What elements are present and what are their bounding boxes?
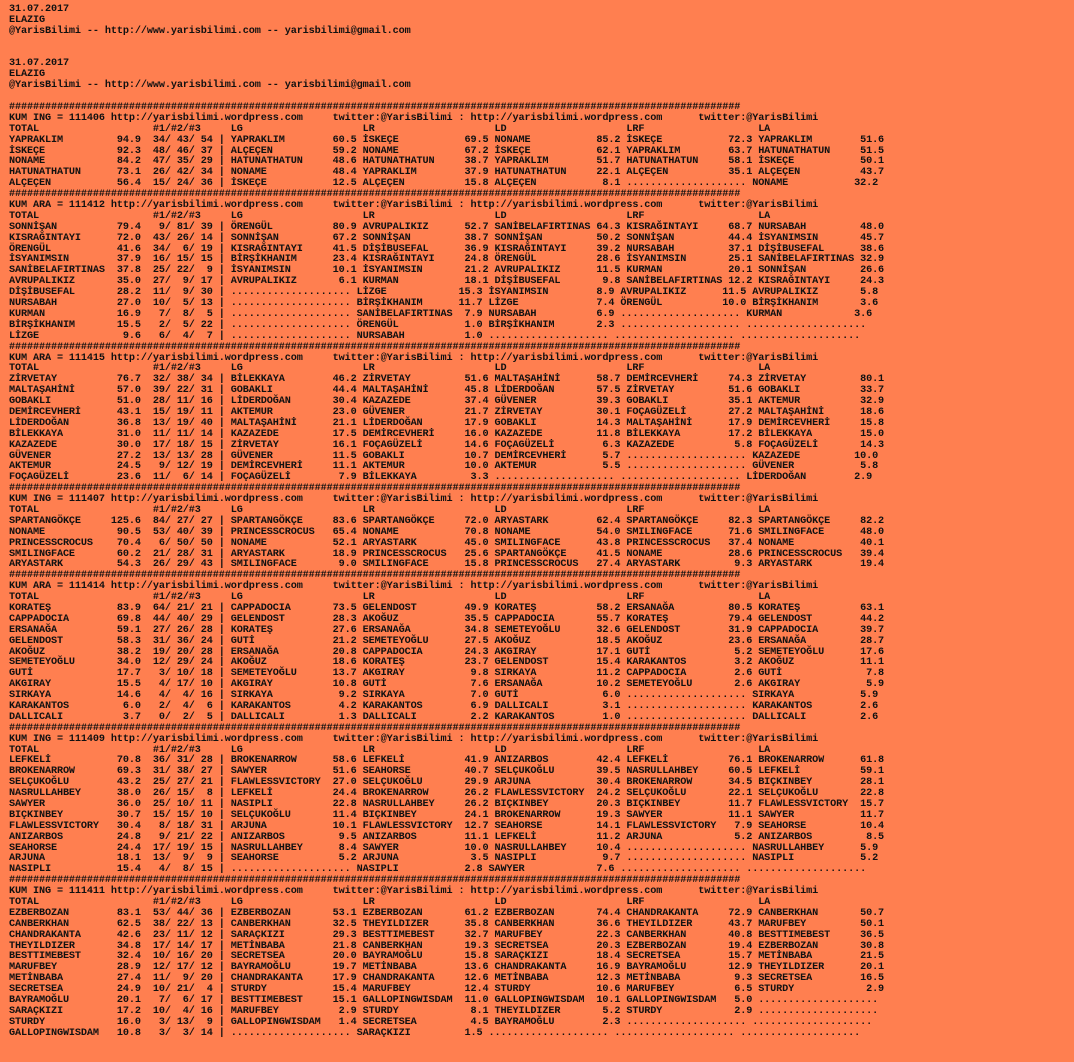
report-line: NONAME 90.5 53/ 40/ 39 | PRINCESSCROCUS 65.4 NONAME 70.8 NONAME 54.0 SMILINGFACE 71.6 SMILINGFACE 48.0 xyxy=(9,526,885,538)
report-line: CHANDRAKANTA 42.6 23/ 11/ 12 | SARAÇKIZI 29.3 BESTTIMEBEST 32.7 MARUFBEY 22.3 CANBERKHAN 40.8 BESTTIMEBEST 36.5 xyxy=(9,929,885,941)
report-line: İSYANIMSIN 37.9 16/ 15/ 15 | BİRŞİKHANIM 23.4 KISRAĞINTAYI 24.8 ÖRENGÜL 28.6 İSYANIMSIN 25.1 SANİBELAFIRTINAS 32.9 xyxy=(9,254,885,266)
report-line: NASRULLAHBEY 38.0 26/ 15/ 8 | LEFKELİ 24.4 BROKENARROW 26.2 FLAWLESSVICTORY 24.2 SELÇUKOĞLU 22.1 SELÇUKOĞLU 22.8 xyxy=(9,788,885,800)
report-line: KORATEŞ 83.9 64/ 21/ 21 | CAPPADOCIA 73.5 GELENDOST 49.9 KORATEŞ 58.2 ERSANAĞA 80.5 KORATEŞ 63.1 xyxy=(9,602,885,614)
separator-line: ########################################################################################################################## xyxy=(9,483,741,495)
separator-line: ########################################################################################################################## xyxy=(9,102,741,114)
report-line: NONAME 84.2 47/ 35/ 29 | HATUNATHATUN 48.6 HATUNATHATUN 38.7 YAPRAKLIM 51.7 HATUNATHATUN 58.1 İSKEÇE 50.1 xyxy=(9,156,885,168)
report-line: LİZGE 9.6 6/ 4/ 7 | .................... NURSABAH 1.0 .................... .................... .................... xyxy=(9,330,861,342)
report-line: STURDY 16.0 3/ 13/ 9 | GALLOPINGWISDAM 1.4 SECRETSEA 4.5 BAYRAMOĞLU 2.3 .................... .................... xyxy=(9,1016,873,1028)
separator-line: ########################################################################################################################## xyxy=(9,570,741,582)
race-header-line: KUM ING = 111407 http://yarisbilimi.wordpress.com twitter:@YarisBilimi : http://yarisbilimi.wordpress.com twitter:@YarisBilimi xyxy=(9,494,819,506)
report-line: @YarisBilimi -- http://www.yarisbilimi.com -- yarisbilimi@gmail.com xyxy=(9,80,411,92)
report-line: ANIZARBOS 24.8 9/ 21/ 22 | ANIZARBOS 9.5 ANIZARBOS 11.1 LEFKELİ 11.2 ARJUNA 5.2 ANIZARBOS 8.5 xyxy=(9,831,885,843)
report-line xyxy=(9,49,1074,60)
report-line: MALTAŞAHİNİ 57.0 39/ 22/ 31 | GOBAKLI 44.4 MALTAŞAHİNİ 45.8 LİDERDOĞAN 57.5 ZİRVETAY 51.6 GOBAKLI 33.7 xyxy=(9,385,885,397)
report-line: ÖRENGÜL 41.6 34/ 6/ 19 | KISRAĞINTAYI 41.5 DİŞİBUSEFAL 36.9 KISRAĞINTAYI 39.2 NURSABAH 37.1 DİŞİBUSEFAL 38.6 xyxy=(9,243,885,255)
report-line: SARAÇKIZI 17.2 10/ 4/ 16 | MARUFBEY 2.9 STURDY 8.1 THEYILDIZER 5.2 STURDY 2.9 .................... xyxy=(9,1005,879,1017)
report-line: CANBERKHAN 62.5 38/ 22/ 13 | CANBERKHAN 32.5 THEYILDIZER 35.8 CANBERKHAN 36.6 THEYILDIZER 43.7 MARUFBEY 50.1 xyxy=(9,918,885,930)
report-line: CAPPADOCIA 69.8 44/ 40/ 29 | GELENDOST 28.3 AKOĞUZ 35.5 CAPPADOCIA 55.7 KORATEŞ 79.4 GELENDOST 44.2 xyxy=(9,613,885,625)
report-line: BESTTIMEBEST 32.4 10/ 16/ 20 | SECRETSEA 20.0 BAYRAMOĞLU 15.8 SARAÇKIZI 18.4 SECRETSEA 15.7 METİNBABA 21.5 xyxy=(9,951,885,963)
column-header-line: TOTAL #1/#2/#3 LG LR LD LRF LA xyxy=(9,210,771,222)
report-line: FOÇAGÜZELİ 23.6 11/ 6/ 14 | FOÇAGÜZELİ 7.9 BİLEKKAYA 3.3 .................... .................... LİDERDOĞAN 2.9 xyxy=(9,472,873,484)
report-line: ALÇEÇEN 56.4 15/ 24/ 36 | İSKEÇE 12.5 ALÇEÇEN 15.8 ALÇEÇEN 8.1 .................... NONAME 32.2 xyxy=(9,178,879,190)
column-header-line: TOTAL #1/#2/#3 LG LR LD LRF LA xyxy=(9,592,771,604)
report-line: SEMETEYOĞLU 34.0 12/ 29/ 24 | AKOĞUZ 18.6 KORATEŞ 23.7 GELENDOST 15.4 KARAKANTOS 3.2 AKOĞUZ 11.1 xyxy=(9,657,885,669)
separator-line: ########################################################################################################################## xyxy=(9,875,741,887)
report-line: 31.07.2017 xyxy=(9,58,69,70)
race-header-line: KUM ARA = 111415 http://yarisbilimi.wordpress.com twitter:@YarisBilimi : http://yarisbilimi.wordpress.com twitter:@YarisBilimi xyxy=(9,352,819,364)
report-line: YAPRAKLIM 94.9 34/ 43/ 54 | YAPRAKLIM 60.5 İSKEÇE 69.5 NONAME 85.2 İSKEÇE 72.3 YAPRAKLIM 51.6 xyxy=(9,134,885,146)
report-line: KAZAZEDE 30.0 17/ 18/ 15 | ZİRVETAY 16.1 FOÇAGÜZELİ 14.6 FOÇAGÜZELİ 6.3 KAZAZEDE 5.8 FOÇAGÜZELİ 14.3 xyxy=(9,439,885,451)
column-header-line: TOTAL #1/#2/#3 LG LR LD LRF LA xyxy=(9,897,771,909)
report-line: SANİBELAFIRTINAS 37.8 25/ 22/ 9 | İSYANIMSIN 10.1 İSYANIMSIN 21.2 AVRUPALIKIZ 11.5 KURMAN 20.1 SONNİŞAN 26.6 xyxy=(9,265,885,277)
report-line: AKGIRAY 15.5 4/ 17/ 10 | AKGIRAY 10.8 GUTİ 7.6 ERSANAĞA 10.2 SEMETEYOĞLU 2.6 AKGIRAY 5.9 xyxy=(9,679,885,691)
column-header-line: TOTAL #1/#2/#3 LG LR LD LRF LA xyxy=(9,504,771,516)
separator-line: ########################################################################################################################## xyxy=(9,341,741,353)
report-line: BROKENARROW 69.3 31/ 38/ 27 | SAWYER 51.6 SEAHORSE 40.7 SELÇUKOĞLU 39.5 NASRULLAHBEY 60.5 LEFKELİ 59.1 xyxy=(9,766,885,778)
race-header-line: KUM ARA = 111412 http://yarisbilimi.wordpress.com twitter:@YarisBilimi : http://yarisbilimi.wordpress.com twitter:@YarisBilimi xyxy=(9,200,819,212)
report-line: METİNBABA 27.4 11/ 9/ 20 | CHANDRAKANTA 17.9 CHANDRAKANTA 12.6 METİNBABA 12.3 METİNBABA 9.3 SECRETSEA 16.5 xyxy=(9,973,885,985)
report-line: AKOĞUZ 38.2 19/ 20/ 28 | ERSANAĞA 20.8 CAPPADOCIA 24.3 AKGIRAY 17.1 GUTİ 5.2 SEMETEYOĞLU 17.6 xyxy=(9,646,885,658)
report-line: SPARTANGÖKÇE 125.6 84/ 27/ 27 | SPARTANGÖKÇE 83.6 SPARTANGÖKÇE 72.0 ARYASTARK 62.4 SPARTANGÖKÇE 82.3 SPARTANGÖKÇE 82.2 xyxy=(9,515,885,527)
report-line: PRINCESSCROCUS 70.4 6/ 50/ 50 | NONAME 52.1 ARYASTARK 45.0 SMILINGFACE 43.8 PRINCESSCROCUS 37.4 NONAME 40.1 xyxy=(9,537,885,549)
report-line: KARAKANTOS 6.0 2/ 4/ 6 | KARAKANTOS 4.2 KARAKANTOS 6.9 DALLICALI 3.1 .................... KARAKANTOS 2.6 xyxy=(9,701,879,712)
report-line: SMILINGFACE 60.2 21/ 28/ 31 | ARYASTARK 18.9 PRINCESSCROCUS 25.6 SPARTANGÖKÇE 41.5 NONAME 28.6 PRINCESSCROCUS 39.4 xyxy=(9,548,885,560)
report-line: HATUNATHATUN 73.1 26/ 42/ 34 | NONAME 48.4 YAPRAKLIM 37.9 HATUNATHATUN 22.1 ALÇEÇEN 35.1 ALÇEÇEN 43.7 xyxy=(9,167,885,179)
report-line: NURSABAH 27.0 10/ 5/ 13 | .................... BİRŞİKHANIM 11.7 LİZGE 7.4 ÖRENGÜL 10.0 BİRŞİKHANIM 3.6 xyxy=(9,298,879,310)
report-line: BAYRAMOĞLU 20.1 7/ 6/ 17 | BESTTIMEBEST 15.1 GALLOPINGWISDAM 11.0 GALLOPINGWISDAM 10.1 GALLOPINGWISDAM 5.0 .................... xyxy=(9,995,879,1007)
report-line: DİŞİBUSEFAL 28.2 11/ 9/ 30 | .................... LİZGE 15.3 İSYANIMSIN 8.9 AVRUPALIKIZ 11.5 AVRUPALIKIZ 5.8 xyxy=(9,287,879,299)
report-line: KISRAĞINTAYI 72.0 43/ 26/ 14 | SONNİŞAN 67.2 SONNİŞAN 38.7 SONNİŞAN 50.2 SONNİŞAN 44.4 İSYANIMSIN 45.7 xyxy=(9,232,885,244)
column-header-line: TOTAL #1/#2/#3 LG LR LD LRF LA xyxy=(9,363,771,375)
report-line: ERSANAĞA 59.1 27/ 26/ 28 | KORATEŞ 27.6 ERSANAĞA 34.8 SEMETEYOĞLU 32.6 GELENDOST 31.9 CAPPADOCIA 39.7 xyxy=(9,624,885,636)
report-line: @YarisBilimi -- http://www.yarisbilimi.com -- yarisbilimi@gmail.com xyxy=(9,25,411,37)
race-header-line: KUM ING = 111409 http://yarisbilimi.wordpress.com twitter:@YarisBilimi : http://yarisbilimi.wordpress.com twitter:@YarisBilimi xyxy=(9,733,819,745)
report-line: ELAZIG xyxy=(9,14,45,26)
report-line: ELAZIG xyxy=(9,69,45,81)
report-line: LEFKELİ 70.8 36/ 31/ 28 | BROKENARROW 58.6 LEFKELİ 41.9 ANIZARBOS 42.4 LEFKELİ 76.1 BROKENARROW 61.8 xyxy=(9,755,885,767)
report-line: ZİRVETAY 76.7 32/ 38/ 34 | BİLEKKAYA 46.2 ZİRVETAY 51.6 MALTAŞAHİNİ 58.7 DEMİRCEVHERİ 74.3 ZİRVETAY 80.1 xyxy=(9,374,885,386)
report-line xyxy=(9,38,1074,49)
report-line: BIÇKINBEY 30.7 15/ 15/ 10 | SELÇUKOĞLU 11.4 BIÇKINBEY 24.1 BROKENARROW 19.3 SAWYER 11.1 SAWYER 11.7 xyxy=(9,809,885,821)
report-line: AVRUPALIKIZ 35.0 27/ 9/ 17 | AVRUPALIKIZ 6.1 KURMAN 18.1 DİŞİBUSEFAL 9.8 SANİBELAFIRTINAS 12.2 KISRAĞINTAYI 24.3 xyxy=(9,276,885,288)
report-line: GUTİ 17.7 3/ 10/ 18 | SEMETEYOĞLU 13.7 AKGIRAY 9.8 SIRKAYA 11.2 CAPPADOCIA 2.6 GUTİ 7.8 xyxy=(9,668,885,680)
report-line: SEAHORSE 24.4 17/ 19/ 15 | NASRULLAHBEY 8.4 SAWYER 10.0 NASRULLAHBEY 10.4 .................... NASRULLAHBEY 5.9 xyxy=(9,842,879,854)
report-line: THEYILDIZER 34.8 17/ 14/ 17 | METİNBABA 21.8 CANBERKHAN 19.3 SECRETSEA 20.3 EZBERBOZAN 19.4 EZBERBOZAN 30.8 xyxy=(9,940,885,952)
report-line: DEMİRCEVHERİ 43.1 15/ 19/ 11 | AKTEMUR 23.0 GÜVENER 21.7 ZİRVETAY 30.1 FOÇAGÜZELİ 27.2 MALTAŞAHİNİ 18.6 xyxy=(9,406,885,418)
race-header-line: KUM ING = 111406 http://yarisbilimi.wordpress.com twitter:@YarisBilimi : http://yarisbilimi.wordpress.com twitter:@YarisBilimi xyxy=(9,112,819,124)
report-line: GALLOPINGWISDAM 10.8 3/ 3/ 14 | .................... SARAÇKIZI 1.5 .................... .................... .................... xyxy=(9,1027,861,1039)
report-line: NASIPLI 15.4 4/ 8/ 15 | .................... NASIPLI 2.8 SAWYER 7.6 .................... .................... xyxy=(9,864,867,876)
race-header-line: KUM ING = 111411 http://yarisbilimi.wordpress.com twitter:@YarisBilimi : http://yarisbilimi.wordpress.com twitter:@YarisBilimi xyxy=(9,886,819,898)
report-line: BİRŞİKHANIM 15.5 2/ 5/ 22 | .................... ÖRENGÜL 1.0 BİRŞİKHANIM 2.3 .................... .................... xyxy=(9,319,867,331)
separator-line: ########################################################################################################################## xyxy=(9,722,741,734)
report-line: GOBAKLI 51.0 28/ 11/ 16 | LİDERDOĞAN 30.4 KAZAZEDE 37.4 GÜVENER 39.3 GOBAKLI 35.1 AKTEMUR 32.9 xyxy=(9,396,885,408)
report-line: SIRKAYA 14.6 4/ 4/ 16 | SIRKAYA 9.2 SIRKAYA 7.0 GUTİ 6.0 .................... SIRKAYA 5.9 xyxy=(9,690,879,702)
report-line: İSKEÇE 92.3 48/ 46/ 37 | ALÇEÇEN 59.2 NONAME 67.2 İSKEÇE 62.1 YAPRAKLIM 63.7 HATUNATHATUN 51.5 xyxy=(9,145,885,157)
report-line: LİDERDOĞAN 36.8 13/ 19/ 40 | MALTAŞAHİNİ 21.1 LİDERDOĞAN 17.9 GOBAKLI 14.3 MALTAŞAHİNİ 17.9 DEMİRCEVHERİ 15.8 xyxy=(9,417,885,429)
separator-line: ########################################################################################################################## xyxy=(9,189,741,201)
column-header-line: TOTAL #1/#2/#3 LG LR LD LRF LA xyxy=(9,123,771,135)
report-line: 31.07.2017 xyxy=(9,4,69,15)
race-header-line: KUM ARA = 111414 http://yarisbilimi.wordpress.com twitter:@YarisBilimi : http://yarisbilimi.wordpress.com twitter:@YarisBilimi xyxy=(9,581,819,593)
report-line: DALLICALI 3.7 0/ 2/ 5 | DALLICALI 1.3 DALLICALI 2.2 KARAKANTOS 1.0 .................... DALLICALI 2.6 xyxy=(9,711,879,723)
column-header-line: TOTAL #1/#2/#3 LG LR LD LRF LA xyxy=(9,744,771,756)
report-line: SECRETSEA 24.9 10/ 21/ 4 | STURDY 15.4 MARUFBEY 12.4 STURDY 10.6 MARUFBEY 6.5 STURDY 2.9 xyxy=(9,984,885,996)
report-line: AKTEMUR 24.5 9/ 12/ 19 | DEMİRCEVHERİ 11.1 AKTEMUR 10.0 AKTEMUR 5.5 .................... GÜVENER 5.8 xyxy=(9,461,879,473)
report-line: KURMAN 16.9 7/ 8/ 5 | .................... SANİBELAFIRTINAS 7.9 NURSABAH 6.9 .................... KURMAN 3.6 xyxy=(9,308,873,320)
report-line: FLAWLESSVICTORY 30.4 8/ 18/ 31 | ARJUNA 10.1 FLAWLESSVICTORY 12.7 SEAHORSE 14.1 FLAWLESSVICTORY 7.9 SEAHORSE 10.4 xyxy=(9,820,885,832)
report-line: ARYASTARK 54.3 26/ 29/ 43 | SMILINGFACE 9.0 SMILINGFACE 15.8 PRINCESSCROCUS 27.4 ARYASTARK 9.3 ARYASTARK 19.4 xyxy=(9,559,885,571)
report-line: GELENDOST 58.3 31/ 36/ 24 | GUTİ 21.2 SEMETEYOĞLU 27.5 AKOĞUZ 18.5 AKOĞUZ 23.6 ERSANAĞA 28.7 xyxy=(9,635,885,647)
report-line: SONNİŞAN 79.4 9/ 81/ 39 | ÖRENGÜL 80.9 AVRUPALIKIZ 52.7 SANİBELAFIRTINAS 64.3 KISRAĞINTAYI 68.7 NURSABAH 48.0 xyxy=(9,221,885,233)
report-line: ARJUNA 18.1 13/ 9/ 9 | SEAHORSE 5.2 ARJUNA 3.5 NASIPLI 9.7 .................... NASIPLI 5.2 xyxy=(9,853,879,865)
report-line: BİLEKKAYA 31.0 11/ 11/ 14 | KAZAZEDE 17.5 DEMİRCEVHERİ 16.0 KAZAZEDE 11.8 BİLEKKAYA 17.2 BİLEKKAYA 15.0 xyxy=(9,428,885,440)
report-line: SAWYER 36.0 25/ 10/ 11 | NASIPLI 22.8 NASRULLAHBEY 26.2 BIÇKINBEY 20.3 BIÇKINBEY 11.7 FLAWLESSVICTORY 15.7 xyxy=(9,799,885,811)
report-line: SELÇUKOĞLU 43.2 25/ 27/ 21 | FLAWLESSVICTORY 27.0 SELÇUKOĞLU 29.9 ARJUNA 30.4 BROKENARROW 34.5 BIÇKINBEY 28.1 xyxy=(9,777,885,789)
report-line: MARUFBEY 28.9 12/ 17/ 12 | BAYRAMOĞLU 19.7 METİNBABA 13.6 CHANDRAKANTA 16.9 BAYRAMOĞLU 12.9 THEYILDIZER 20.1 xyxy=(9,962,885,974)
report-line: EZBERBOZAN 83.1 53/ 44/ 36 | EZBERBOZAN 53.1 EZBERBOZAN 61.2 EZBERBOZAN 74.4 CHANDRAKANTA 72.9 CANBERKHAN 50.7 xyxy=(9,907,885,919)
report-line: GÜVENER 27.2 13/ 13/ 28 | GÜVENER 11.5 GOBAKLI 10.7 DEMİRCEVHERİ 5.7 .................... KAZAZEDE 10.0 xyxy=(9,450,879,462)
